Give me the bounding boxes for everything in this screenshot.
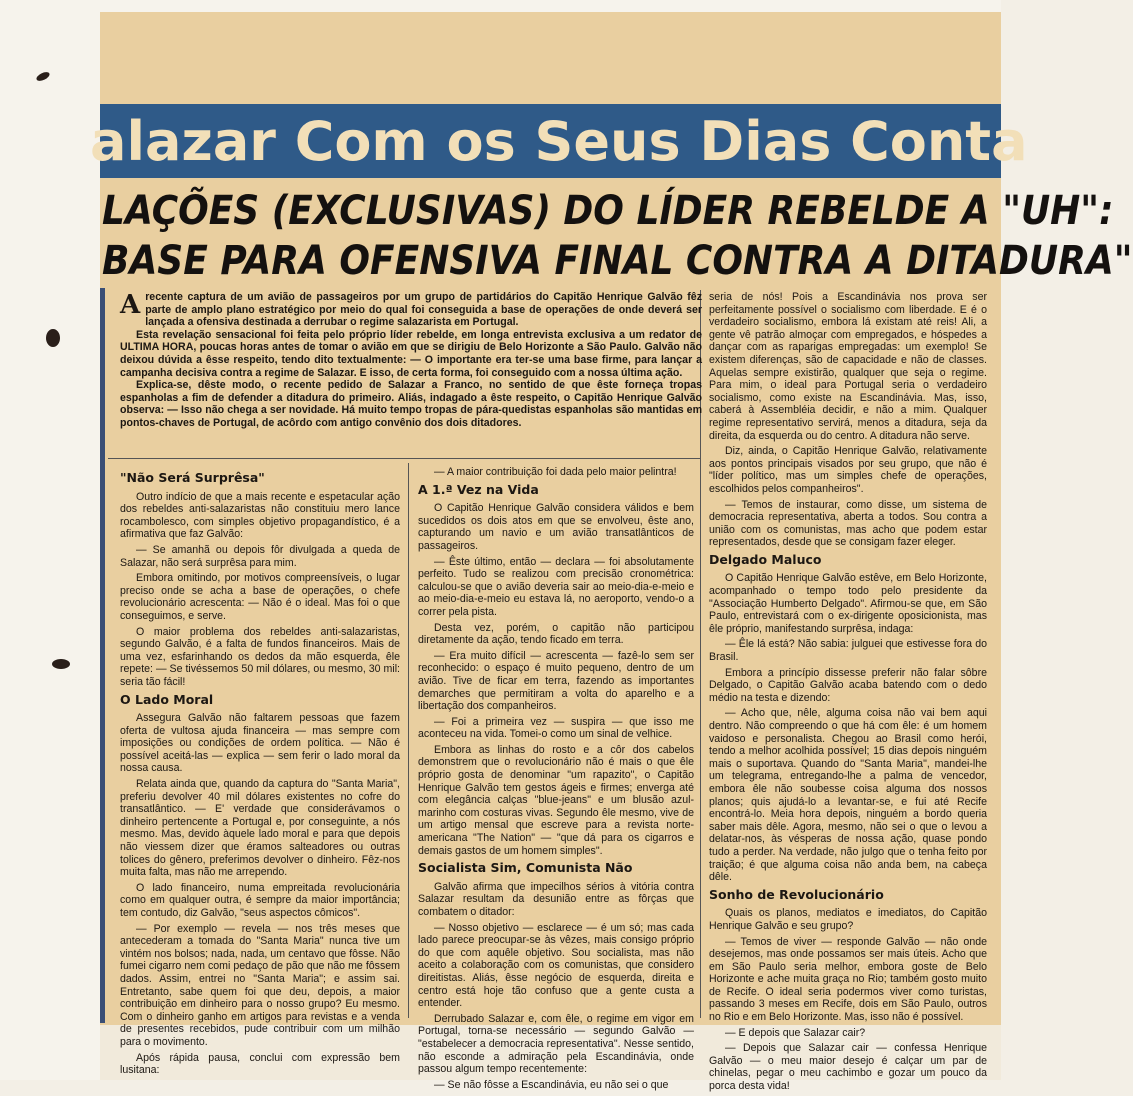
paragraph: Desta vez, porém, o capitão não participou diretamente da ação, tendo ficado em terra. [418,621,694,647]
paragraph: Diz, ainda, o Capitão Henrique Galvão, relativamente aos pontos principais visados por seu grupo, que não é "líder político, mas um simples chefe de operações, escolhidos pelos companheiros". [709,445,987,495]
banner-title: alazar Com os Seus Dias Conta [90,110,1028,173]
lead-paragraph: recente captura de um avião de passageiros por um grupo de partidários do Capitão Henrique Galvão fêz parte de amplo plano estratégico por meio do qual foi conseguida a base de operações de onde deverá ser lançada a ofensiva destinada a derrubar o regime salazarista em Portugal. [145,291,702,329]
paragraph: — Depois que Salazar cair — confessa Henrique Galvão — o meu maior desejo é calçar um par de chinelas, pegar o meu cachimbo e gozar um pouco da porca desta vida! [709,1042,987,1093]
left-border-bar [100,288,105,1023]
article-column-3 [709,291,987,1096]
headline-line-2: BASE PARA OFENSIVA FINAL CONTRA A DITADURA" [102,238,1133,284]
paragraph: — Por exemplo — revela — nos três meses que antecederam a tomada do "Santa Maria" nunca tive um vintém nos bolsos; nada, nada, um centavo que fôsse. Não fumei cigarro nem comi pedaço de pão que não me fôssem dados. Assim, entrei no "Santa Maria"; e assim sai. Entretanto, sabe quem foi que deu, depois, a maior contribuição em dinheiro para o nosso grupo? Eu mesmo. Com o dinheiro ganho em artigos para revistas e a venda de presentes recebidos, pude contribuir com um milhão para o movimento. [120,922,400,1048]
paragraph: — Êle lá está? Não sabia: julguei que estivesse fora do Brasil. [709,638,987,664]
paragraph: Assegura Galvão não faltarem pessoas que fazem oferta de vultosa ajuda financeira — mas sempre com imposições ou condições de ordem política. — Não é possível aceitá-las — explica — sem ferir o lado moral da nossa causa. [120,712,400,775]
paragraph: seria de nós! Pois a Escandinávia nos prova ser perfeitamente possível o socialismo com liberdade. E é o verdadeiro socialismo, embora lá existam até reis! Ali, a gente vê patrão almoçar com empregados, e hóspedes a dançar com as raparigas empregadas: um exemplo! Se existem diferenças, são de capacidade e não de classes. Aquelas sempre existirão, qualquer que seja o regime. Para mim, o ideal para Portugal seria o verdadeiro socialismo, como existe na Escandinávia. Mas, isso, caberá à Assembléia decidir, e não a mim. Qualquer regime representativo servirá, menos a ditadura, seja da direita, da esquerda ou do centro. A ditadura não serve. [709,291,987,442]
paragraph: O Capitão Henrique Galvão considera válidos e bem sucedidos os dois atos em que se envolveu, êste ano, capturando um navio e um avião transatlânticos de passageiros. [418,502,694,552]
paragraph: — Acho que, nêle, alguma coisa não vai bem aqui dentro. Não compreendo o que há com êle: é um homem vaidoso e personalista. Chegou ao Brasil como herói, tendo a melhor acolhida possível; 15 dias depois ninguém mais o suportava. Quando do "Santa Maria", mandei-lhe um telegrama, entregando-lhe a palma de vencedor, embora êle não soubesse coisa alguma dos nossos planos; quis ajudá-lo a levantar-se, e fui até Recife encontrá-lo. Meia hora depois, ninguém a bordo queria saber mais dêle. Agora, mesmo, não sei o que o levou a delatar-nos, às vésperas de nossa ação, quase pondo tudo a perder. Na verdade, não julgo que o tenha feito por traição; é que alguma coisa não anda bem, na cabeça dêle. [709,707,987,884]
article-column-1 [120,467,400,1080]
ink-stain-mark [52,659,70,669]
lead-paragraph: Esta revelação sensacional foi feita pelo próprio líder rebelde, em longa entrevista exclusiva a um redator de ULTIMA HORA, poucas horas antes de tomar o avião em que se dirigiu de Belo Horizonte a São Paulo. Galvão não deixou dúvida a êsse respeito, tendo dito textualmente: — O importante era ter-se uma base firme, para lançar a campanha decisiva contra a regime de Salazar. E isso, de certa forma, foi conseguido com a nossa última ação. [120,328,702,379]
paragraph: Embora omitindo, por motivos compreensíveis, o lugar preciso onde se acha a base de operações, o chefe revolucionário acrescenta: — Não é o ideal. Mas foi o que conseguimos, e serve. [120,572,400,622]
headline-banner [90,104,1028,178]
paragraph: O Capitão Henrique Galvão estêve, em Belo Horizonte, acompanhado o tempo todo pelo presidente da "Associação Humberto Delgado". Afirmou-se que, em São Paulo, entrevistará com o ex-dirigente oposicionista, mas êle próprio, manifestando surprêsa, indaga: [709,572,987,635]
paragraph: — Foi a primeira vez — suspira — que isso me aconteceu na vida. Tomei-o como um sinal de velhice. [418,715,694,741]
paragraph: Relata ainda que, quando da captura do "Santa Maria", preferiu devolver 40 mil dólares existentes no cofre do transatlântico. — E' verdade que considerávamos o dinheiro pertencente a Portugal e, por conseguinte, a nós mesmo. Mas, devido àquele lado moral e para que depois não viessem dizer que éramos salteadores ou outras tolices do gênero, preferimos devolver o dinheiro. Fêz-nos muita falta, mas não me arrependo. [120,778,400,879]
paragraph: O maior problema dos rebeldes anti-salazaristas, segundo Galvão, é a falta de fundos financeiros. Mais de uma vez, esfarinhando os dedos da mão esquerda, êle repete: — Se tivéssemos 50 mil dólares, ou mesmo, 30 mil: seria tão fácil! [120,625,400,688]
subheading: "Não Será Surprêsa" [120,470,265,485]
paragraph: Derrubado Salazar e, com êle, o regime em vigor em Portugal, torna-se necessário — segundo Galvão — "estabelecer a democracia representativa". Nesse sentido, não esconde a admiração pela Escandinávia, onde passou algum tempo recentemente: [418,1012,694,1076]
ink-stain-mark [46,329,60,347]
paragraph: — Era muito difícil — acrescenta — fazê-lo sem ser reconhecido: o espaço é muito pequeno, dentro de um avião. Tive de ficar em terra, fazendo as importantes demarches que permitiram a volta do aparelho e a libertação dos companheiros. [418,649,694,713]
article-column-2 [418,466,694,1094]
section-rule [108,458,700,459]
paragraph: Embora as linhas do rosto e a côr dos cabelos demonstrem que o revolucionário não é mais o que êle próprio gosta de denominar "um rapazito", o Capitão Henrique Galvão tem gestos ágeis e firmes; enverga até com elegância calças "blue-jeans" e um blusão azul-marinho com costuras vivas. Segundo êle mesmo, vive de um artigo mensal que escreve para a revista norte-americana "The Nation" — "que dá para os cigarros e demais gastos de um homem simples". [418,743,694,857]
subheading: Sonho de Revolucionário [709,886,884,902]
headline-line-1: LAÇÕES (EXCLUSIVAS) DO LÍDER REBELDE A "UH": [102,188,1114,234]
paragraph: — Se amanhã ou depois fôr divulgada a queda de Salazar, não será surprêsa para mim. [120,543,400,569]
paragraph: Outro indício de que a mais recente e espetacular ação dos rebeldes anti-salazaristas não constituiu mero lance rocambolesco, com simples objetivo propagandístico, é a afirmativa que faz Galvão: [120,490,400,541]
paragraph: O lado financeiro, numa empreitada revolucionária como em qualquer outra, é sempre da maior importância; tem contudo, diz Galvão, "seus aspectos cômicos". [120,881,400,919]
subheading: Socialista Sim, Comunista Não [418,860,633,876]
paragraph: — Nosso objetivo — esclarece — é um só; mas cada lado parece preocupar-se às vêzes, mais consigo próprio do que com aquêle objetivo. Sou socialista, mas não aceito a colaboração com os comunistas, que considero direitistas. Aliás, êsse negócio de esquerda, direita e centro está hoje tão confuso que a gente custa a entender. [418,921,694,1010]
paragraph: — Se não fôsse a Escandinávia, eu não sei o que [434,1078,669,1091]
lead-paragraph: Explica-se, dêste modo, o recente pedido de Salazar a Franco, no sentido de que êste forneça tropas espanholas a fim de defender a ditadura do primeiro. Aliás, indagado a êste respeito, o Capitão Henrique Galvão observa: — Isso não chega a ser novidade. Há muito tempo tropas de pára-quedistas espanholas são mantidas em pontos-chaves de Portugal, de acôrdo com antigo convênio dos dois ditadores. [120,379,702,429]
subheading: O Lado Moral [120,691,214,707]
paragraph: — A maior contribuição foi dada pelo maior pelintra! [434,466,677,478]
paragraph: — Êste último, então — declara — foi absolutamente perfeito. Tudo se realizou com precisão cronométrica: calculou-se que o avião deveria sair ao meio-dia-e-meio e ao meio-dia-e-meio eu estava lá, no aeroporto, vendo-o a correr pela pista. [418,555,694,618]
paragraph: — Temos de viver — responde Galvão — não onde desejemos, mas onde possamos ser mais úteis. Acho que em São Paulo seria melhor, embora goste de Belo Horizonte e ache muita graça no Rio; também gosto muito de Recife. O ideal seria podermos viver como turistas, passando 3 meses em Recife, dois em São Paulo, outros no Rio e em Belo Horizonte. Mas, isso não é possível. [709,935,987,1024]
paragraph: Galvão afirma que impecilhos sérios à vitória contra Salazar resultam da desunião entre as fôrças que combatem o ditador: [418,880,694,918]
subheading: Delgado Maluco [709,551,822,567]
lead-paragraphs [120,291,702,430]
paragraph: — E depois que Salazar cair? [725,1026,866,1039]
column-divider [408,463,409,1018]
paragraph: — Temos de instaurar, como disse, um sistema de democracia representativa, aberta a todos. Sou contra a união com os comunistas, mas acho que podem estar representados, desde que se consigam fazer eleger. [709,498,987,549]
paragraph: Quais os planos, mediatos e imediatos, do Capitão Henrique Galvão e seu grupo? [709,907,987,932]
subheading: A 1.ª Vez na Vida [418,481,539,497]
drop-cap: A [120,290,141,320]
paragraph: Após rápida pausa, conclui com expressão bem lusitana: [120,1051,400,1077]
paragraph: Embora a princípio dissesse preferir não falar sôbre Delgado, o Capitão Galvão acaba batendo com o dedo médio na testa e dizendo: [709,666,987,704]
